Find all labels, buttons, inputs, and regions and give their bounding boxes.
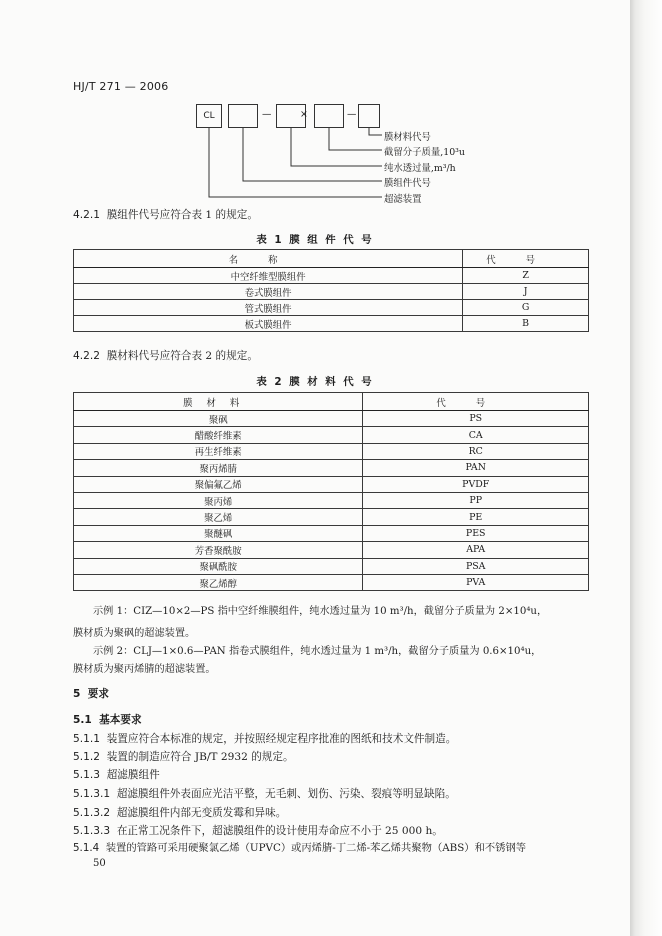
- table2-cell: 聚乙烯: [74, 509, 363, 525]
- clause-text: 装置的制造应符合 JB/T 2932 的规定。: [106, 751, 294, 763]
- table2-cell: 聚偏氟乙烯: [74, 476, 363, 492]
- clause-text: 在正常工况条件下，超滤膜组件的设计使用寿命应不小于 25 000 h。: [116, 825, 443, 837]
- table-row: [74, 443, 589, 459]
- table-row: [74, 316, 589, 332]
- table2-cell: PVA: [363, 574, 589, 590]
- section-5-1-heading: [73, 713, 142, 727]
- table2-cell: 聚砜酰胺: [74, 558, 363, 574]
- clause-5-1-3-1: [73, 787, 456, 801]
- table1-cell: B: [463, 316, 589, 332]
- table2-cell: PP: [363, 492, 589, 508]
- clause-text: 膜材料代号应符合表 2 的规定。: [106, 350, 258, 362]
- clause-4-2-2: [73, 349, 258, 363]
- table2-cell: 聚砜: [74, 411, 363, 427]
- table-row: [74, 558, 589, 574]
- clause-number: 5.1.2: [73, 751, 100, 763]
- clause-text: 超滤膜组件外表面应光洁平整，无毛刺、划伤、污染、裂痕等明显缺陷。: [116, 788, 456, 800]
- section-number: 5.1: [73, 714, 92, 726]
- table2-cell: CA: [363, 427, 589, 443]
- page-edge-shadow: [630, 0, 662, 936]
- table1-module-codes: [73, 249, 589, 332]
- example-1-line-2: 膜材质为聚砜的超滤装置。: [73, 628, 196, 639]
- designation-separator-2: —: [347, 109, 357, 120]
- table1-cell: 中空纤维型膜组件: [74, 268, 463, 284]
- table-row: [74, 574, 589, 590]
- clause-5-1-1: [73, 732, 456, 746]
- table2-cell: PES: [363, 525, 589, 541]
- designation-label-module-code: 膜组件代号: [384, 178, 431, 189]
- page-number: 50: [93, 858, 106, 869]
- table2-cell: PSA: [363, 558, 589, 574]
- clause-5-1-3: [73, 768, 160, 782]
- table1-header-code: 代号: [463, 250, 589, 268]
- table2-cell: PS: [363, 411, 589, 427]
- designation-label-device: 超滤装置: [384, 194, 422, 205]
- clause-number: 4.2.1: [73, 209, 100, 221]
- table2-cell: PAN: [363, 460, 589, 476]
- table1-cell: 管式膜组件: [74, 300, 463, 316]
- table-row: [74, 427, 589, 443]
- clause-text: 超滤膜组件内部无变质发霉和异味。: [116, 807, 287, 819]
- section-title: 要求: [87, 688, 109, 700]
- table1-caption: 表 1 膜 组 件 代 号: [256, 234, 374, 246]
- table-row: [74, 411, 589, 427]
- example-2-line-2: 膜材质为聚丙烯腈的超滤装置。: [73, 664, 216, 675]
- designation-label-material: 膜材料代号: [384, 132, 431, 143]
- table2-cell: PVDF: [363, 476, 589, 492]
- table-row: [74, 542, 589, 558]
- leader-water-flux: [291, 128, 382, 166]
- clause-5-1-4: [73, 841, 526, 855]
- table2-caption: 表 2 膜 材 料 代 号: [256, 376, 374, 388]
- designation-separator-x: ×: [300, 109, 308, 120]
- example-1-line-1: 示例 1：CIZ—10×2—PS 指中空纤维膜组件，纯水透过量为 10 m³/h，截留分子质量为 2×10⁴u，: [93, 606, 548, 617]
- table2-material-codes: [73, 392, 589, 591]
- clause-number: 5.1.3.2: [73, 807, 111, 819]
- designation-separator-1: —: [262, 109, 272, 120]
- designation-label-mwco: 截留分子质量,10³u: [384, 147, 465, 158]
- table2-cell: APA: [363, 542, 589, 558]
- table2-cell: 聚丙烯腈: [74, 460, 363, 476]
- clause-5-1-2: [73, 750, 294, 764]
- clause-5-1-3-3: [73, 824, 443, 838]
- clause-number: 5.1.1: [73, 733, 100, 745]
- designation-box-cl: CL: [196, 104, 222, 128]
- table1-header-name: 名称: [74, 250, 463, 268]
- section-5-heading: [73, 687, 109, 701]
- table1-cell: 卷式膜组件: [74, 284, 463, 300]
- table-row: [74, 525, 589, 541]
- table1-cell: 板式膜组件: [74, 316, 463, 332]
- table1-cell: G: [463, 300, 589, 316]
- table2-cell: 聚丙烯: [74, 492, 363, 508]
- table2-cell: RC: [363, 443, 589, 459]
- table-row: [74, 476, 589, 492]
- section-title: 基本要求: [99, 714, 142, 726]
- table2-cell: 再生纤维素: [74, 443, 363, 459]
- clause-5-1-3-2: [73, 806, 286, 820]
- clause-number: 5.1.3: [73, 769, 100, 781]
- designation-label-water-flux: 纯水透过量,m³/h: [384, 163, 456, 174]
- table2-header-code: 代号: [363, 393, 589, 411]
- clause-number: 5.1.4: [73, 842, 100, 854]
- leader-material: [369, 128, 382, 135]
- table-row: [74, 300, 589, 316]
- table-row: [74, 268, 589, 284]
- table1-cell: Z: [463, 268, 589, 284]
- table-row: [74, 492, 589, 508]
- table2-cell: 芳香聚酰胺: [74, 542, 363, 558]
- leader-device: [209, 128, 382, 197]
- table1-cell: J: [463, 284, 589, 300]
- leader-mwco: [329, 128, 382, 150]
- clause-text: 装置应符合本标准的规定，并按照经规定程序批准的图纸和技术文件制造。: [106, 733, 457, 745]
- table2-cell: 聚乙烯醇: [74, 574, 363, 590]
- table2-header-material: 膜材料: [74, 393, 363, 411]
- table2-cell: 聚醚砜: [74, 525, 363, 541]
- table-row: [74, 509, 589, 525]
- example-2-line-1: 示例 2：CLJ—1×0.6—PAN 指卷式膜组件，纯水透过量为 1 m³/h，截留分子质量为 0.6×10⁴u，: [93, 646, 542, 657]
- section-number: 5: [73, 688, 81, 700]
- clause-number: 5.1.3.1: [73, 788, 111, 800]
- table2-cell: 醋酸纤维素: [74, 427, 363, 443]
- table-row: [74, 460, 589, 476]
- clause-text: 膜组件代号应符合表 1 的规定。: [106, 209, 258, 221]
- clause-text: 超滤膜组件: [106, 769, 160, 781]
- designation-leader-lines: [0, 0, 630, 220]
- clause-number: 5.1.3.3: [73, 825, 111, 837]
- leader-module-code: [243, 128, 382, 181]
- clause-number: 4.2.2: [73, 350, 100, 362]
- table2-cell: PE: [363, 509, 589, 525]
- clause-text: 装置的管路可采用硬聚氯乙烯（UPVC）或丙烯腈-丁二烯-苯乙烯共聚物（ABS）和不锈钢等: [105, 842, 527, 854]
- standard-code-header: HJ/T 271 — 2006: [73, 80, 169, 93]
- clause-4-2-1: [73, 208, 258, 222]
- table-row: [74, 284, 589, 300]
